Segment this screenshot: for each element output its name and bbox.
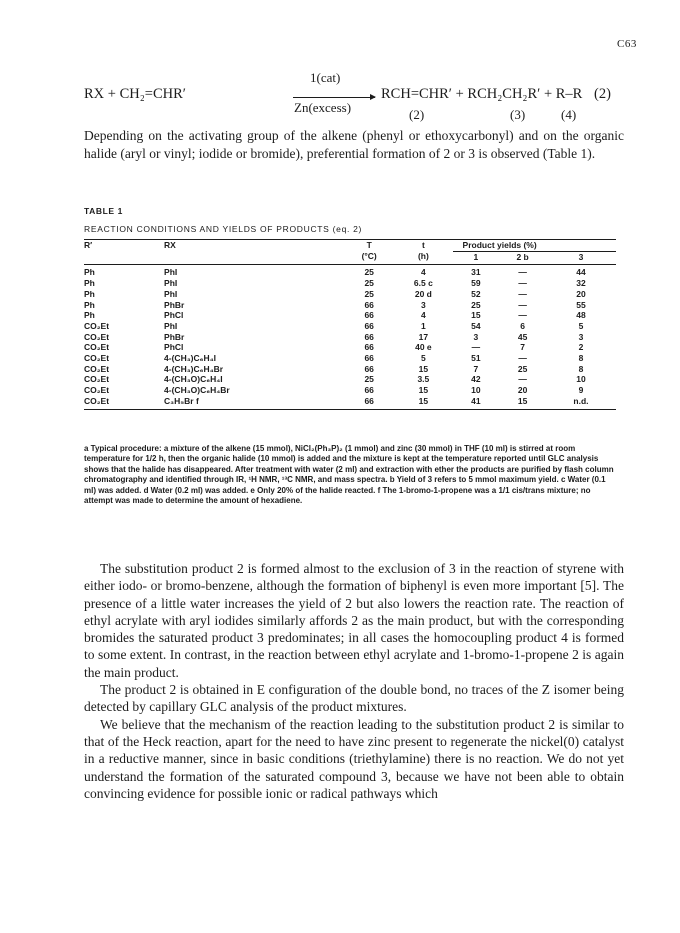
cell-r-prime: CO₂Et bbox=[84, 320, 110, 331]
cell-rx: PhCl bbox=[164, 342, 184, 353]
cell-r-prime: CO₂Et bbox=[84, 385, 110, 396]
header-product-yields: Product yields (%) bbox=[453, 240, 616, 252]
cell-yield-2: 6 bbox=[520, 320, 525, 331]
cell-yield-2: — bbox=[518, 288, 527, 299]
cell-yield-1: 41 bbox=[453, 396, 500, 409]
cell-yield-3: 44 bbox=[546, 265, 616, 278]
reaction-arrow bbox=[293, 97, 375, 98]
cell-yield-2: 45 bbox=[517, 331, 528, 342]
cell-rx: PhI bbox=[164, 265, 344, 278]
cell-temperature: 25 bbox=[364, 288, 374, 299]
table-row bbox=[84, 385, 616, 396]
cell-yield-3: 55 bbox=[576, 299, 586, 310]
equation-products: RCH=CHR′ + RCH₂CH₂R′ + R–R bbox=[381, 86, 583, 102]
cell-temperature: 66 bbox=[364, 342, 374, 353]
cell-rx: PhBr bbox=[164, 299, 185, 310]
cell-yield-1: 52 bbox=[471, 288, 481, 299]
table-row bbox=[84, 310, 616, 321]
cell-yield-1: 3 bbox=[473, 331, 479, 342]
cell-time: 5 bbox=[421, 353, 426, 364]
equation-catalyst: 1(cat) bbox=[310, 70, 341, 85]
cell-r-prime: CO₂Et bbox=[84, 353, 110, 364]
cell-yield-1: 54 bbox=[471, 320, 481, 331]
cell-temperature: 66 bbox=[364, 331, 374, 342]
cell-r-prime: CO₂Et bbox=[84, 396, 164, 409]
cell-yield-1: 59 bbox=[471, 278, 481, 289]
cell-yield-2: — bbox=[518, 374, 527, 385]
header-product-3: 3 bbox=[578, 251, 584, 262]
header-time: t bbox=[394, 240, 452, 252]
table-row bbox=[84, 332, 616, 343]
cell-yield-1: 7 bbox=[473, 363, 479, 374]
table-header-row bbox=[84, 240, 616, 252]
cell-yield-2: — bbox=[518, 278, 527, 289]
header-product-1: 1 bbox=[473, 251, 479, 262]
cell-rx: 4-(CH₃O)C₆H₄Br bbox=[164, 385, 230, 396]
cell-r-prime: CO₂Et bbox=[84, 331, 110, 342]
cell-yield-2: 20 bbox=[517, 385, 528, 396]
cell-time: 15 bbox=[418, 363, 429, 374]
cell-yield-3: 8 bbox=[578, 363, 584, 374]
cell-time: 15 bbox=[394, 396, 452, 409]
table-row bbox=[84, 364, 616, 375]
cell-time: 3.5 bbox=[417, 374, 430, 385]
intro-paragraph: Depending on the activating group of the alkene (phenyl or ethoxycarbonyl) and on the organic halide (aryl or vinyl; iodide or bromide), preferential formation of 2 or 3 is observed (Table 1). bbox=[84, 128, 624, 161]
body-paragraph-3: We believe that the mechanism of the reaction leading to the substitution product 2 is similar to that of the Heck reaction, apart for the need to have zinc present to regenerate the nickel(0) catalyst in a reductive manner, since in basic conditions (triethylamine) there is no reaction. We do not yet understand the formation of the saturated compound 3, because we have not been able to obtain convincing evidence for possible ionic or radical pathways which bbox=[84, 716, 624, 801]
table-row bbox=[84, 265, 616, 278]
cell-yield-3: 32 bbox=[576, 278, 586, 289]
cell-temperature: 66 bbox=[364, 353, 374, 364]
equation-number: (2) bbox=[594, 86, 611, 102]
cell-rx: 4-(CH₃)C₆H₄Br bbox=[164, 363, 224, 374]
page-number: C63 bbox=[617, 38, 637, 50]
product-label-4: (4) bbox=[561, 107, 577, 122]
cell-rx: PhI bbox=[164, 278, 178, 289]
cell-temperature: 66 bbox=[364, 320, 374, 331]
reaction-equation bbox=[84, 70, 624, 122]
cell-temperature: 66 bbox=[364, 385, 374, 396]
equation-reagent: Zn(excess) bbox=[294, 100, 352, 115]
cell-yield-1: 42 bbox=[471, 374, 481, 385]
table-row bbox=[84, 321, 616, 332]
cell-rx: PhBr bbox=[164, 331, 185, 342]
cell-yield-3: n.d. bbox=[546, 396, 616, 409]
cell-yield-1: 15 bbox=[471, 310, 481, 321]
cell-r-prime: Ph bbox=[84, 288, 95, 299]
cell-yield-3: 2 bbox=[578, 342, 584, 353]
table-row bbox=[84, 289, 616, 300]
body-paragraph-1: The substitution product 2 is formed almost to the exclusion of 3 in the reaction of styrene with either iodo- or bromo-benzene, although the formation of biphenyl is even more important [5]. The presence of a little water increases the yield of 2 but also lowers the reaction rate. The reaction of ethyl acrylate with aryl iodides similarly affords 2 as the main product, but with the corresponding bromides the saturated product 3 predominates; in all cases the homocoupling product 4 is formed to some extent. In contrast, in the reaction between ethyl acrylate and 1-bromo-1-propene 2 is again the main product. bbox=[84, 561, 624, 680]
cell-temperature: 66 bbox=[364, 299, 374, 310]
table-row bbox=[84, 353, 616, 364]
cell-yield-2: — bbox=[499, 265, 546, 278]
cell-yield-3: 20 bbox=[576, 288, 586, 299]
cell-r-prime: CO₂Et bbox=[84, 363, 110, 374]
product-label-3: (3) bbox=[510, 107, 526, 122]
equation-reactants: RX + CH₂=CHR′ bbox=[84, 86, 186, 102]
cell-rx: 4-(CH₃O)C₆H₄I bbox=[164, 374, 223, 385]
cell-time: 1 bbox=[421, 320, 426, 331]
cell-yield-2: — bbox=[518, 353, 527, 364]
cell-yield-1: 10 bbox=[471, 385, 481, 396]
cell-time: 3 bbox=[421, 299, 426, 310]
cell-yield-3: 8 bbox=[578, 353, 584, 364]
header-time-unit: (h) bbox=[417, 251, 429, 262]
cell-yield-2: 7 bbox=[520, 342, 525, 353]
cell-yield-1: 31 bbox=[453, 265, 500, 278]
header-temperature: T bbox=[344, 240, 394, 252]
cell-rx: PhI bbox=[164, 288, 178, 299]
cell-yield-3: 3 bbox=[578, 331, 584, 342]
cell-r-prime: CO₂Et bbox=[84, 342, 110, 353]
table-footnotes: a Typical procedure: a mixture of the alkene (15 mmol), NiCl₂(Ph₃P)₂ (1 mmol) and zinc (30 mmol) in THF (10 ml) is stirred at room temperature for 1/2 h, then the organic halide (10 mmol) is added and the mixture is kept at the temperature reported until GLC analysis shows that the halide has disappeared. After treatment with water (2 ml) and extraction with ether the products are purified by flash column chromatography and identified through IR, ¹H NMR, ¹³C NMR, and mass spectra. b Yield of 3 refers to 5 mmol maximum yield. c Water (0.1 ml) was added. d Water (0.2 ml) was added. e Only 20% of the halide reacted. f The 1-bromo-1-propene was a 1/1 cis/trans mixture; no attempt was made to determine the amount of hexadiene. bbox=[84, 444, 614, 506]
table-caption: TABLE 1 bbox=[84, 206, 123, 216]
table-subheader-row bbox=[84, 251, 616, 265]
body-paragraph-2: The product 2 is obtained in E configuration of the double bond, no traces of the Z isomer being detected by capillary GLC analysis of the product mixtures. bbox=[84, 682, 624, 715]
cell-temperature: 66 bbox=[364, 310, 374, 321]
body-text bbox=[84, 560, 624, 802]
cell-temperature: 25 bbox=[344, 265, 394, 278]
product-label-2: (2) bbox=[409, 107, 425, 122]
cell-time: 6.5 c bbox=[413, 278, 433, 289]
table-row bbox=[84, 374, 616, 385]
cell-time: 20 d bbox=[414, 288, 432, 299]
cell-rx: C₃H₅Br f bbox=[164, 396, 344, 409]
cell-time: 15 bbox=[418, 385, 429, 396]
cell-yield-1: — bbox=[471, 342, 481, 353]
table-row bbox=[84, 300, 616, 311]
cell-rx: 4-(CH₃)C₆H₄I bbox=[164, 353, 217, 364]
header-rx: RX bbox=[164, 240, 344, 252]
cell-temperature: 25 bbox=[364, 278, 374, 289]
header-r-prime: R′ bbox=[84, 240, 164, 252]
table-row bbox=[84, 278, 616, 289]
cell-yield-2: 25 bbox=[517, 363, 528, 374]
cell-yield-3: 5 bbox=[578, 320, 584, 331]
cell-rx: PhI bbox=[164, 320, 178, 331]
header-temperature-unit: (°C) bbox=[361, 251, 377, 262]
cell-yield-2: — bbox=[518, 299, 527, 310]
cell-time: 40 e bbox=[415, 342, 432, 353]
cell-time: 17 bbox=[418, 331, 429, 342]
table-subtitle: REACTION CONDITIONS AND YIELDS OF PRODUCTS (eq. 2) bbox=[84, 224, 363, 234]
cell-time: 4 bbox=[394, 265, 452, 278]
cell-r-prime: Ph bbox=[84, 278, 95, 289]
cell-rx: PhCl bbox=[164, 310, 184, 321]
cell-temperature: 66 bbox=[344, 396, 394, 409]
cell-yield-2: 15 bbox=[499, 396, 546, 409]
table-row bbox=[84, 342, 616, 353]
cell-temperature: 66 bbox=[364, 363, 374, 374]
cell-time: 4 bbox=[421, 310, 426, 321]
cell-yield-2: — bbox=[518, 310, 527, 321]
table-row bbox=[84, 396, 616, 409]
cell-yield-3: 9 bbox=[578, 385, 584, 396]
cell-r-prime: Ph bbox=[84, 310, 95, 321]
cell-yield-3: 10 bbox=[576, 374, 586, 385]
cell-r-prime: Ph bbox=[84, 265, 164, 278]
header-product-2: 2 b bbox=[516, 251, 529, 262]
cell-yield-3: 48 bbox=[576, 310, 586, 321]
cell-yield-1: 51 bbox=[471, 353, 481, 364]
cell-yield-1: 25 bbox=[471, 299, 481, 310]
results-table bbox=[84, 239, 616, 410]
cell-r-prime: Ph bbox=[84, 299, 95, 310]
cell-r-prime: CO₂Et bbox=[84, 374, 110, 385]
cell-temperature: 25 bbox=[364, 374, 374, 385]
